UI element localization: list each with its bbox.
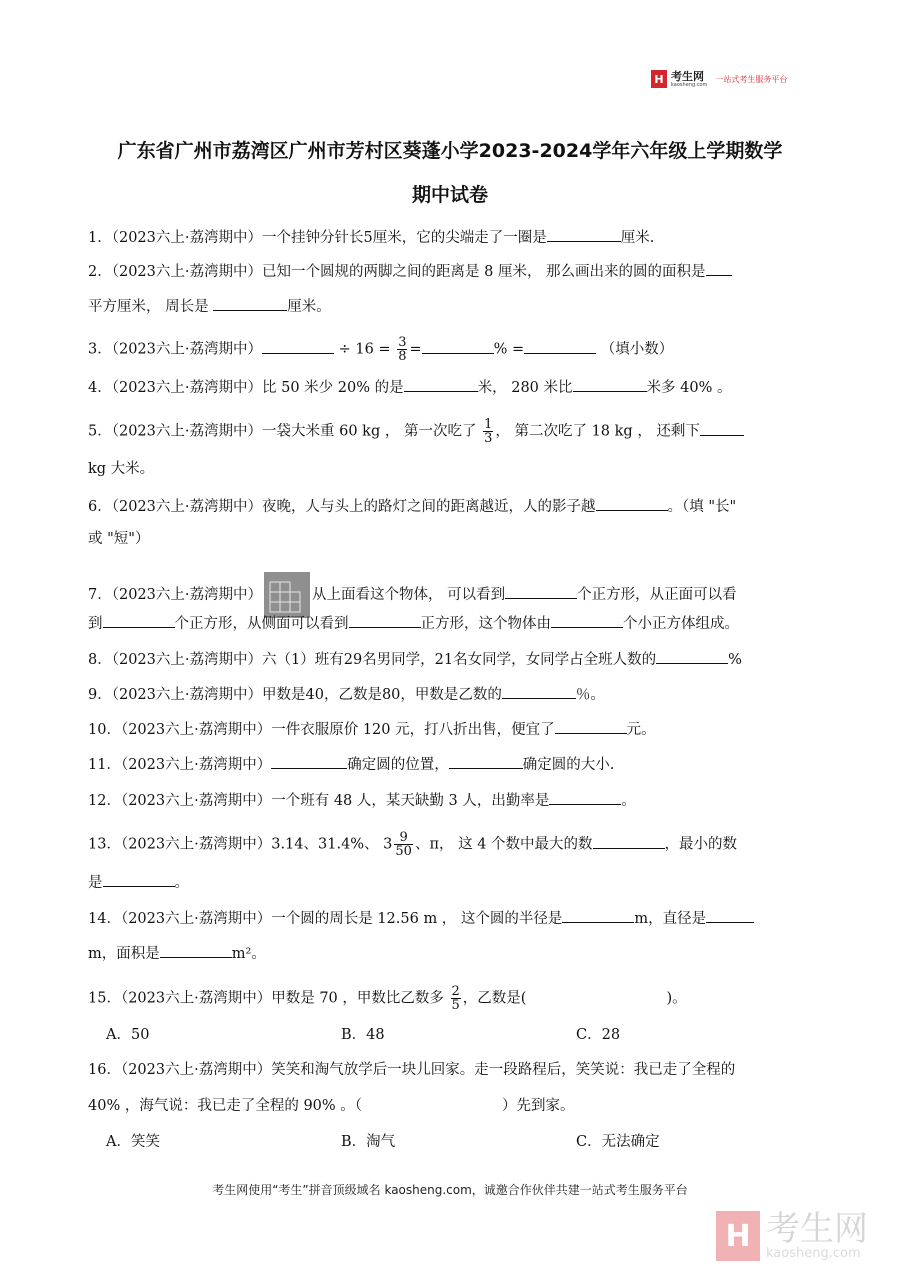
q-text: 个正方形，从正面可以看	[577, 587, 737, 603]
answer-blank[interactable]	[524, 339, 596, 354]
q-text: （填小数）	[600, 341, 674, 358]
question-9	[88, 684, 605, 705]
q-text: % =	[493, 341, 525, 358]
q-number: 10．	[88, 722, 121, 738]
q-text: 笑笑和淘气放学后一块儿回家。走一段路程后，笑笑说：我已走了全程的	[271, 1062, 736, 1078]
question-14	[88, 908, 754, 929]
answer-blank[interactable]	[103, 613, 175, 628]
q-tag: （2023六上·荔湾期中）	[120, 722, 272, 738]
q-text: 个小正方体组成。	[623, 616, 739, 632]
q-tag: （2023六上·荔湾期中）	[120, 990, 272, 1007]
watermark-mark-icon: H	[716, 1211, 760, 1261]
q-number: 6．	[88, 499, 112, 515]
answer-blank[interactable]	[706, 908, 754, 923]
q-text: 。	[174, 875, 189, 891]
answer-blank[interactable]	[562, 908, 634, 923]
answer-blank[interactable]	[706, 261, 732, 276]
q-text: m，直径是	[634, 911, 707, 927]
q-text: 3.14、31.4%、 3	[271, 836, 393, 853]
q-tag: （2023六上·荔湾期中）	[120, 757, 272, 773]
question-10	[88, 719, 656, 740]
answer-blank[interactable]	[555, 719, 627, 734]
q-text: 从上面看这个物体， 可以看到	[312, 587, 506, 603]
q-text: 一个圆的周长是 12.56 m ， 这个圆的半径是	[271, 911, 563, 927]
q-text: ， 第二次吃了 18 kg ， 还剩下	[495, 423, 700, 440]
q-text: m²。	[231, 946, 266, 962]
answer-blank[interactable]	[656, 649, 728, 664]
logo-slogan: 一站式考生服务平台	[715, 74, 788, 84]
question-7	[88, 572, 737, 618]
q-text: ÷ 16 =	[338, 341, 391, 358]
q-text: 比 50 米少 20% 的是	[262, 380, 404, 396]
answer-blank[interactable]	[213, 296, 287, 311]
q-text: =	[409, 341, 422, 358]
q-tag: （2023六上·荔湾期中）	[120, 1062, 272, 1078]
page-footer: 考生网使用“考生”拼音顶级域名 kaosheng.com，诚邀合作伙伴共建一站式考生服务平台	[212, 1183, 688, 1197]
answer-blank[interactable]	[549, 790, 621, 805]
q-text: 六（1）班有29名男同学，21名女同学，女同学占全班人数的	[262, 652, 657, 668]
question-13	[88, 831, 737, 858]
q-text: 夜晚，人与头上的路灯之间的距离越近，人的影子越	[262, 499, 596, 515]
question-6-cont	[88, 529, 149, 549]
q-text: 正方形，这个物体由	[420, 616, 551, 632]
watermark-logo	[716, 1208, 868, 1261]
logo-name: 考生网	[671, 69, 704, 83]
q-number: 11．	[88, 757, 121, 773]
answer-blank[interactable]	[422, 339, 494, 354]
q-tag: （2023六上·荔湾期中）	[111, 652, 262, 668]
answer-blank[interactable]	[573, 377, 647, 392]
option-c[interactable]: C．28	[576, 1027, 621, 1043]
q-text: 平方厘米， 周长是	[88, 299, 209, 315]
watermark-domain: kaosheng.com	[766, 1245, 861, 1261]
q-tag: （2023六上·荔湾期中）	[120, 793, 272, 809]
watermark-name: 考生网	[766, 1208, 868, 1249]
q-text: %	[728, 652, 742, 668]
q-text: ，最小的数	[664, 836, 738, 853]
question-11	[88, 754, 614, 775]
question-16-cont	[88, 1096, 575, 1116]
question-6	[88, 496, 736, 517]
q-text: kg 大米。	[88, 461, 155, 477]
option-b[interactable]: B．淘气	[341, 1134, 396, 1150]
q-text: m，面积是	[88, 946, 160, 962]
fraction: $\frac{3}{8}$	[398, 335, 407, 364]
q-number: 3．	[88, 341, 112, 358]
question-5	[88, 418, 744, 445]
q-tag: （2023六上·荔湾期中）	[111, 341, 262, 358]
q-number: 16．	[88, 1062, 121, 1078]
q-number: 2．	[88, 264, 112, 280]
q-number: 14．	[88, 911, 121, 927]
cube-stack-icon	[264, 572, 310, 618]
question-1	[88, 227, 654, 248]
q-tag: （2023六上·荔湾期中）	[120, 836, 272, 853]
q-number: 4．	[88, 380, 112, 396]
question-7-cont	[88, 613, 739, 634]
q-text: 一袋大米重 60 kg ， 第一次吃了	[262, 423, 477, 440]
question-13-cont	[88, 872, 189, 893]
q-text: 是	[88, 875, 103, 891]
option-c[interactable]: C．无法确定	[576, 1134, 660, 1150]
question-12	[88, 790, 636, 811]
option-b[interactable]: B．48	[341, 1027, 385, 1043]
answer-blank[interactable]	[449, 754, 523, 769]
answer-blank[interactable]	[502, 684, 576, 699]
q-number: 8．	[88, 652, 112, 668]
q-text: ，乙数是(	[462, 990, 527, 1007]
q-number: 12．	[88, 793, 121, 809]
answer-blank[interactable]	[404, 377, 478, 392]
q-text: 确定圆的位置，	[347, 757, 449, 773]
q-tag: （2023六上·荔湾期中）	[111, 687, 262, 703]
q-text: 厘米.	[620, 230, 655, 246]
question-16	[88, 1060, 735, 1080]
q-tag: （2023六上·荔湾期中）	[111, 587, 262, 603]
site-logo	[651, 70, 787, 88]
question-2-cont	[88, 296, 331, 317]
question-14-cont	[88, 943, 266, 964]
page-title-line2: 期中试卷	[411, 184, 488, 206]
answer-blank[interactable]	[547, 227, 621, 242]
answer-blank[interactable]	[271, 754, 347, 769]
answer-blank[interactable]	[262, 339, 334, 354]
q-text: 、π， 这 4 个数中最大的数	[414, 836, 593, 853]
q-number: 15．	[88, 990, 121, 1007]
q-tag: （2023六上·荔湾期中）	[111, 499, 262, 515]
answer-blank[interactable]	[349, 613, 421, 628]
q-number: 1．	[88, 230, 112, 246]
fraction: $\frac{9}{50}$	[395, 830, 412, 859]
q-text: ％。	[575, 687, 605, 703]
q-text: 确定圆的大小.	[522, 757, 615, 773]
q-number: 9．	[88, 687, 112, 703]
q-text: 一个班有 48 人，某天缺勤 3 人，出勤率是	[271, 793, 550, 809]
q-text: 已知一个圆规的两脚之间的距离是 8 厘米， 那么画出来的圆的面积是	[262, 264, 706, 280]
q-text: 。	[621, 793, 636, 809]
option-a[interactable]: A．50	[106, 1027, 150, 1043]
q-text: )。	[666, 990, 687, 1007]
q-tag: （2023六上·荔湾期中）	[111, 264, 262, 280]
answer-blank[interactable]	[700, 421, 744, 436]
q-text: 到	[88, 616, 103, 632]
q-number: 13．	[88, 836, 121, 853]
q-text: 或 "短"）	[88, 531, 150, 547]
logo-mark-icon: H	[651, 70, 667, 88]
question-5-cont	[88, 459, 154, 479]
q-text: 一个挂钟分针长5厘米，它的尖端走了一圈是	[262, 230, 547, 246]
question-2	[88, 261, 732, 282]
answer-blank[interactable]	[505, 584, 577, 599]
q-text: 元。	[626, 722, 656, 738]
q-number: 7．	[88, 587, 112, 603]
option-a[interactable]: A．笑笑	[106, 1134, 160, 1150]
q-text: 。（填 "长"	[667, 499, 737, 515]
q-text: 甲数是40，乙数是80，甲数是乙数的	[262, 687, 502, 703]
q-text: 个正方形，从侧面可以看到	[174, 616, 349, 632]
page-title-line1: 广东省广州市荔湾区广州市芳村区葵蓬小学2023-2024学年六年级上学期数学	[117, 140, 783, 162]
question-8	[88, 649, 742, 670]
answer-blank[interactable]	[551, 613, 623, 628]
question-4	[88, 377, 731, 398]
logo-domain: kaosheng.com	[671, 81, 708, 88]
q-text: 米， 280 米比	[477, 380, 573, 396]
q-text: 甲数是 70 ，甲数比乙数多	[271, 990, 444, 1007]
q-text: 一件衣服原价 120 元，打八折出售，便宜了	[271, 722, 555, 738]
q-text: 厘米。	[287, 299, 331, 315]
answer-blank[interactable]	[596, 496, 668, 511]
q-tag: （2023六上·荔湾期中）	[111, 423, 262, 440]
answer-blank[interactable]	[103, 872, 175, 887]
answer-blank[interactable]	[593, 834, 665, 849]
q-text: 40% ，海气说：我已走了全程的 90% 。（	[88, 1098, 363, 1114]
q-tag: （2023六上·荔湾期中）	[111, 380, 262, 396]
fraction: $\frac{2}{5}$	[451, 984, 460, 1013]
fraction: $\frac{1}{3}$	[484, 417, 493, 446]
q-tag: （2023六上·荔湾期中）	[120, 911, 272, 927]
q-text: 米多 40% 。	[646, 380, 732, 396]
question-15	[88, 985, 687, 1012]
q-number: 5．	[88, 423, 112, 440]
answer-blank[interactable]	[160, 943, 232, 958]
q-text: ）先到家。	[502, 1098, 575, 1114]
q-tag: （2023六上·荔湾期中）	[111, 230, 262, 246]
cube-stack-image	[264, 572, 310, 618]
question-3	[88, 336, 673, 363]
